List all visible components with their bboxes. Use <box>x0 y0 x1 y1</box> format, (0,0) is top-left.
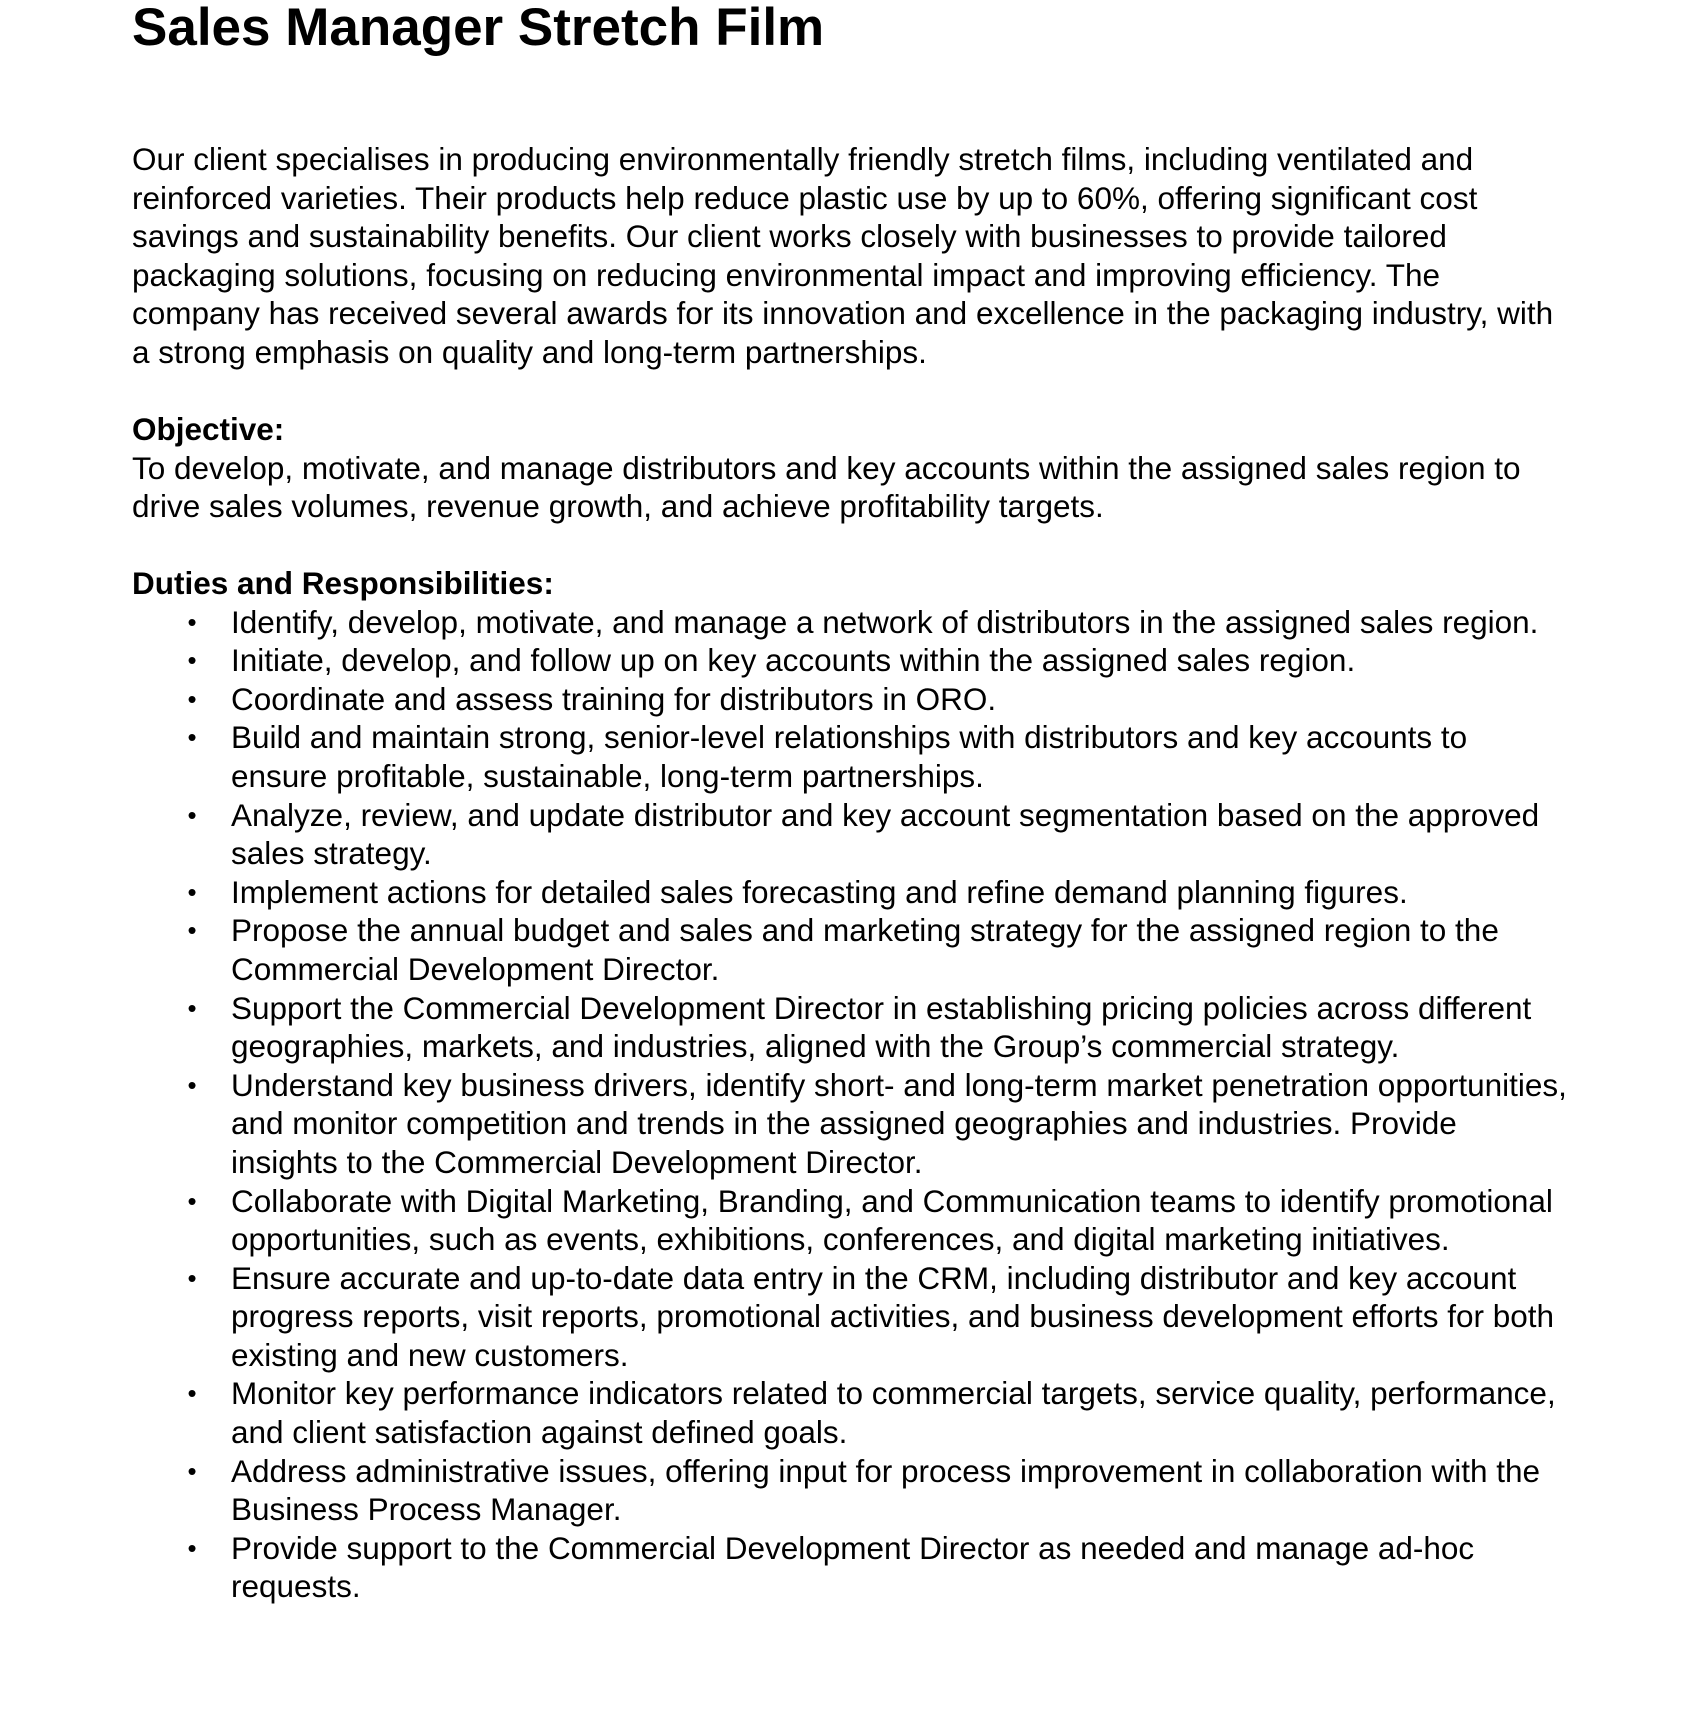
bullet-icon: • <box>187 876 197 907</box>
bullet-icon: • <box>187 1532 197 1563</box>
list-item-text: Implement actions for detailed sales forecasting and refine demand planning figures. <box>231 873 1408 910</box>
list-item <box>132 1374 1572 1451</box>
list-item-text: Ensure accurate and up-to-date data entry in the CRM, including distributor and key account progress reports, visit reports, promotional activities, and business development efforts for both existing and new customers. <box>231 1259 1555 1373</box>
bullet-icon: • <box>187 606 197 637</box>
bullet-icon: • <box>187 799 197 830</box>
objective-heading: Objective: <box>132 411 285 447</box>
list-item <box>132 1259 1572 1375</box>
list-item-text: Build and maintain strong, senior-level relationships with distributors and key accounts to ensure profitable, sustainable, long-term partnerships. <box>231 719 1468 794</box>
list-item-text: Initiate, develop, and follow up on key accounts within the assigned sales region. <box>231 642 1356 679</box>
list-item-text: Address administrative issues, offering input for process improvement in collaboration with the Business Process Manager. <box>231 1452 1541 1528</box>
list-item-text: Understand key business drivers, identify short- and long-term market penetration opportunities, and monitor competition and trends in the assigned geographies and industries. Provide insights to the Commercial Development Director. <box>231 1066 1567 1180</box>
list-item-text: Provide support to the Commercial Development Director as needed and manage ad-hoc requests. <box>231 1529 1475 1605</box>
intro-paragraph: Our client specialises in producing environmentally friendly stretch films, including ventilated and reinforced varieties. Their products help reduce plastic use by up to 60%, offering significant cost savings and sustainability benefits. Our client works closely with businesses to provide tailored packaging solutions, focusing on reducing environmental impact and improving efficiency. The company has received several awards for its innovation and excellence in the packaging industry, with a strong emphasis on quality and long-term partnerships. <box>132 141 1554 370</box>
list-item <box>132 989 1572 1066</box>
list-item <box>132 1452 1572 1529</box>
list-item <box>132 718 1572 795</box>
bullet-icon: • <box>187 683 197 714</box>
list-item <box>132 911 1572 988</box>
list-item-text: Identify, develop, motivate, and manage a network of distributors in the assigned sales region. <box>231 603 1539 640</box>
list-item-text: Monitor key performance indicators related to commercial targets, service quality, performance, and client satisfaction against defined goals. <box>231 1375 1556 1451</box>
list-item <box>132 641 1572 680</box>
list-item <box>132 873 1572 912</box>
duties-section <box>132 564 1572 1606</box>
bullet-icon: • <box>187 1455 197 1486</box>
list-item <box>132 603 1572 642</box>
duties-heading: Duties and Responsibilities: <box>132 565 554 601</box>
list-item <box>132 680 1572 719</box>
bullet-icon: • <box>187 1262 197 1293</box>
list-item <box>132 1529 1572 1606</box>
list-item <box>132 796 1572 873</box>
bullet-icon: • <box>187 915 197 946</box>
bullet-icon: • <box>187 1069 197 1100</box>
bullet-icon: • <box>187 645 197 676</box>
document-title: Sales Manager Stretch Film <box>132 0 825 57</box>
objective-text: To develop, motivate, and manage distributors and key accounts within the assigned sales region to drive sales volumes, revenue growth, and achieve profitability targets. <box>132 449 1521 525</box>
list-item-text: Analyze, review, and update distributor and key account segmentation based on the approved sales strategy. <box>231 796 1540 872</box>
list-item-text: Propose the annual budget and sales and marketing strategy for the assigned region to the Commercial Development Director. <box>231 912 1499 987</box>
list-item <box>132 1066 1572 1182</box>
bullet-icon: • <box>187 1185 197 1216</box>
list-item-text: Coordinate and assess training for distributors in ORO. <box>231 680 997 717</box>
bullet-icon: • <box>187 992 197 1023</box>
bullet-icon: • <box>187 1378 197 1409</box>
objective-section <box>132 410 1572 526</box>
list-item <box>132 1182 1572 1259</box>
list-item-text: Support the Commercial Development Director in establishing pricing policies across different geographies, markets, and industries, aligned with the Group’s commercial strategy. <box>231 989 1532 1065</box>
list-item-text: Collaborate with Digital Marketing, Branding, and Communication teams to identify promotional opportunities, such as events, exhibitions, conferences, and digital marketing initiatives. <box>231 1182 1553 1258</box>
duties-list <box>132 603 1572 1606</box>
bullet-icon: • <box>187 722 197 753</box>
